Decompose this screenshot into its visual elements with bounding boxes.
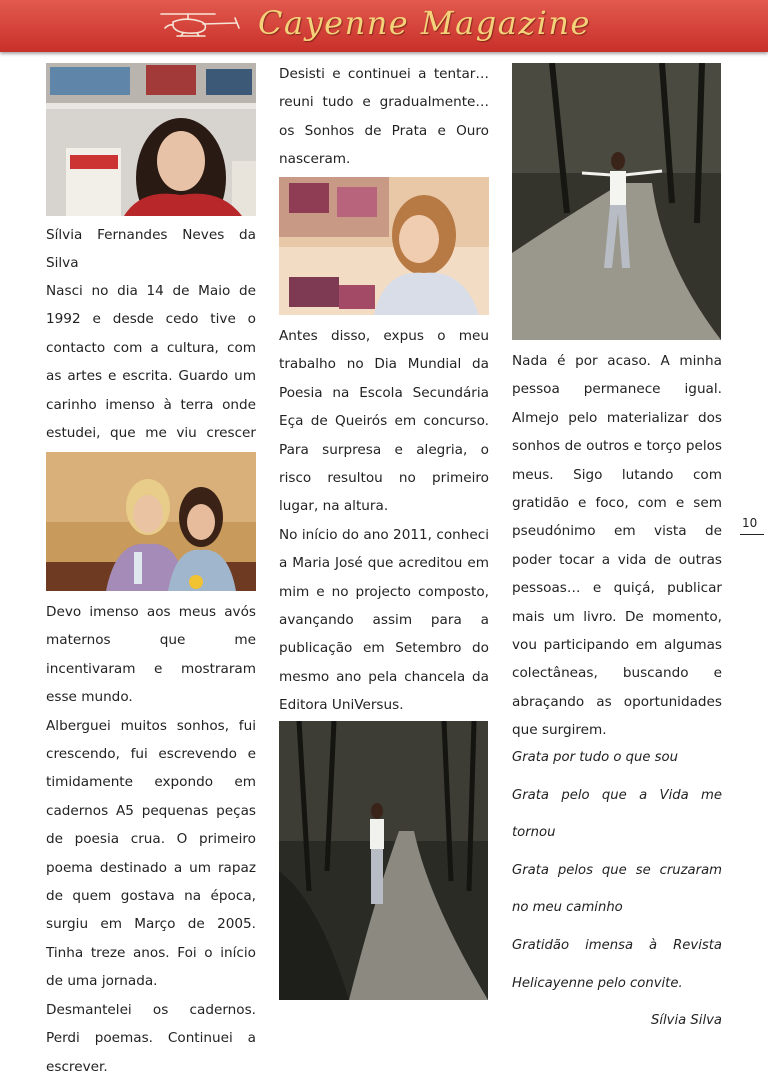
page-number-underline: [740, 534, 764, 535]
column-3: [512, 347, 722, 745]
publication-paragraph: No início do ano 2011, conheci a Maria José que acreditou em mim e no projecto composto, avançando assim para a publicação em Setembro do mesmo ano pela chancela da Editora UniVersus.: [279, 526, 489, 714]
column-1-lower: [46, 598, 256, 1081]
dreams-paragraph: Alberguei muitos sonhos, fui crescendo, fui escrevendo e timidamente expondo em cadernos A5 pequenas peças de poesia crua. O primeiro poema destinado a um rapaz de quem gostava na época, surgiu em Março de 2005. Tinha treze anos. Foi o início de uma jornada.: [46, 717, 256, 990]
gratitude-quote: [512, 739, 722, 1040]
quote-line-4: Gratidão imensa à Revista Helicayenne pelo convite.: [512, 937, 722, 991]
quote-line-2: Grata pelo que a Vida me tornou: [512, 787, 722, 841]
author-portrait-photo: [46, 63, 256, 216]
column-2-lower: [279, 322, 489, 720]
notebooks-paragraph: Desmantelei os cadernos. Perdi poemas. Continuei a escrever.: [46, 1001, 256, 1075]
signature: Sílvia Silva: [650, 1013, 722, 1029]
helicopter-logo-icon: [155, 6, 243, 42]
contest-paragraph: Antes disso, expus o meu trabalho no Dia Mundial da Poesia na Escola Secundária Eça de Queirós em concurso. Para surpresa e alegria, o risco resultou no primeiro lugar, na altura.: [279, 328, 489, 515]
persisted-paragraph: Desisti e continuei a tentar… reuni tudo e gradualmente…os Sonhos de Prata e Ouro nasceram.: [279, 66, 489, 168]
grandparents-paragraph: Devo imenso aos meus avós maternos que me incentivaram e mostraram esse mundo.: [46, 604, 256, 706]
author-name: Sílvia Fernandes Neves da Silva: [46, 227, 256, 271]
closing-paragraph: Nada é por acaso. A minha pessoa permanece igual. Almejo pelo materializar dos sonhos de outros e torço pelos meus. Sigo lutando com gratidão e foco, com e sem pseudónimo em vista de poder tocar a vida de outras pessoas… e quiçá, publicar mais um livro. De momento, vou participando em algumas colectâneas, buscando e abraçando as oportunidades que surgirem.: [512, 353, 722, 739]
family-photo: [46, 452, 256, 591]
forest-path-photo: [279, 721, 488, 1000]
quote-line-1: Grata por tudo o que sou: [512, 750, 678, 765]
magazine-header: [0, 0, 768, 52]
intro-paragraph: Nasci no dia 14 de Maio de 1992 e desde cedo tive o contacto com a cultura, com as artes e escrita. Guardo um carinho imenso à terra onde estudei, que me viu crescer: [46, 283, 256, 442]
book-signing-photo: [279, 177, 489, 315]
page-number: 10: [742, 516, 758, 530]
column-2: [279, 60, 489, 174]
tree-photo: [512, 63, 721, 340]
quote-line-3: Grata pelos que se cruzaram no meu caminho: [512, 862, 722, 916]
magazine-title: Cayenne Magazine: [258, 4, 591, 42]
